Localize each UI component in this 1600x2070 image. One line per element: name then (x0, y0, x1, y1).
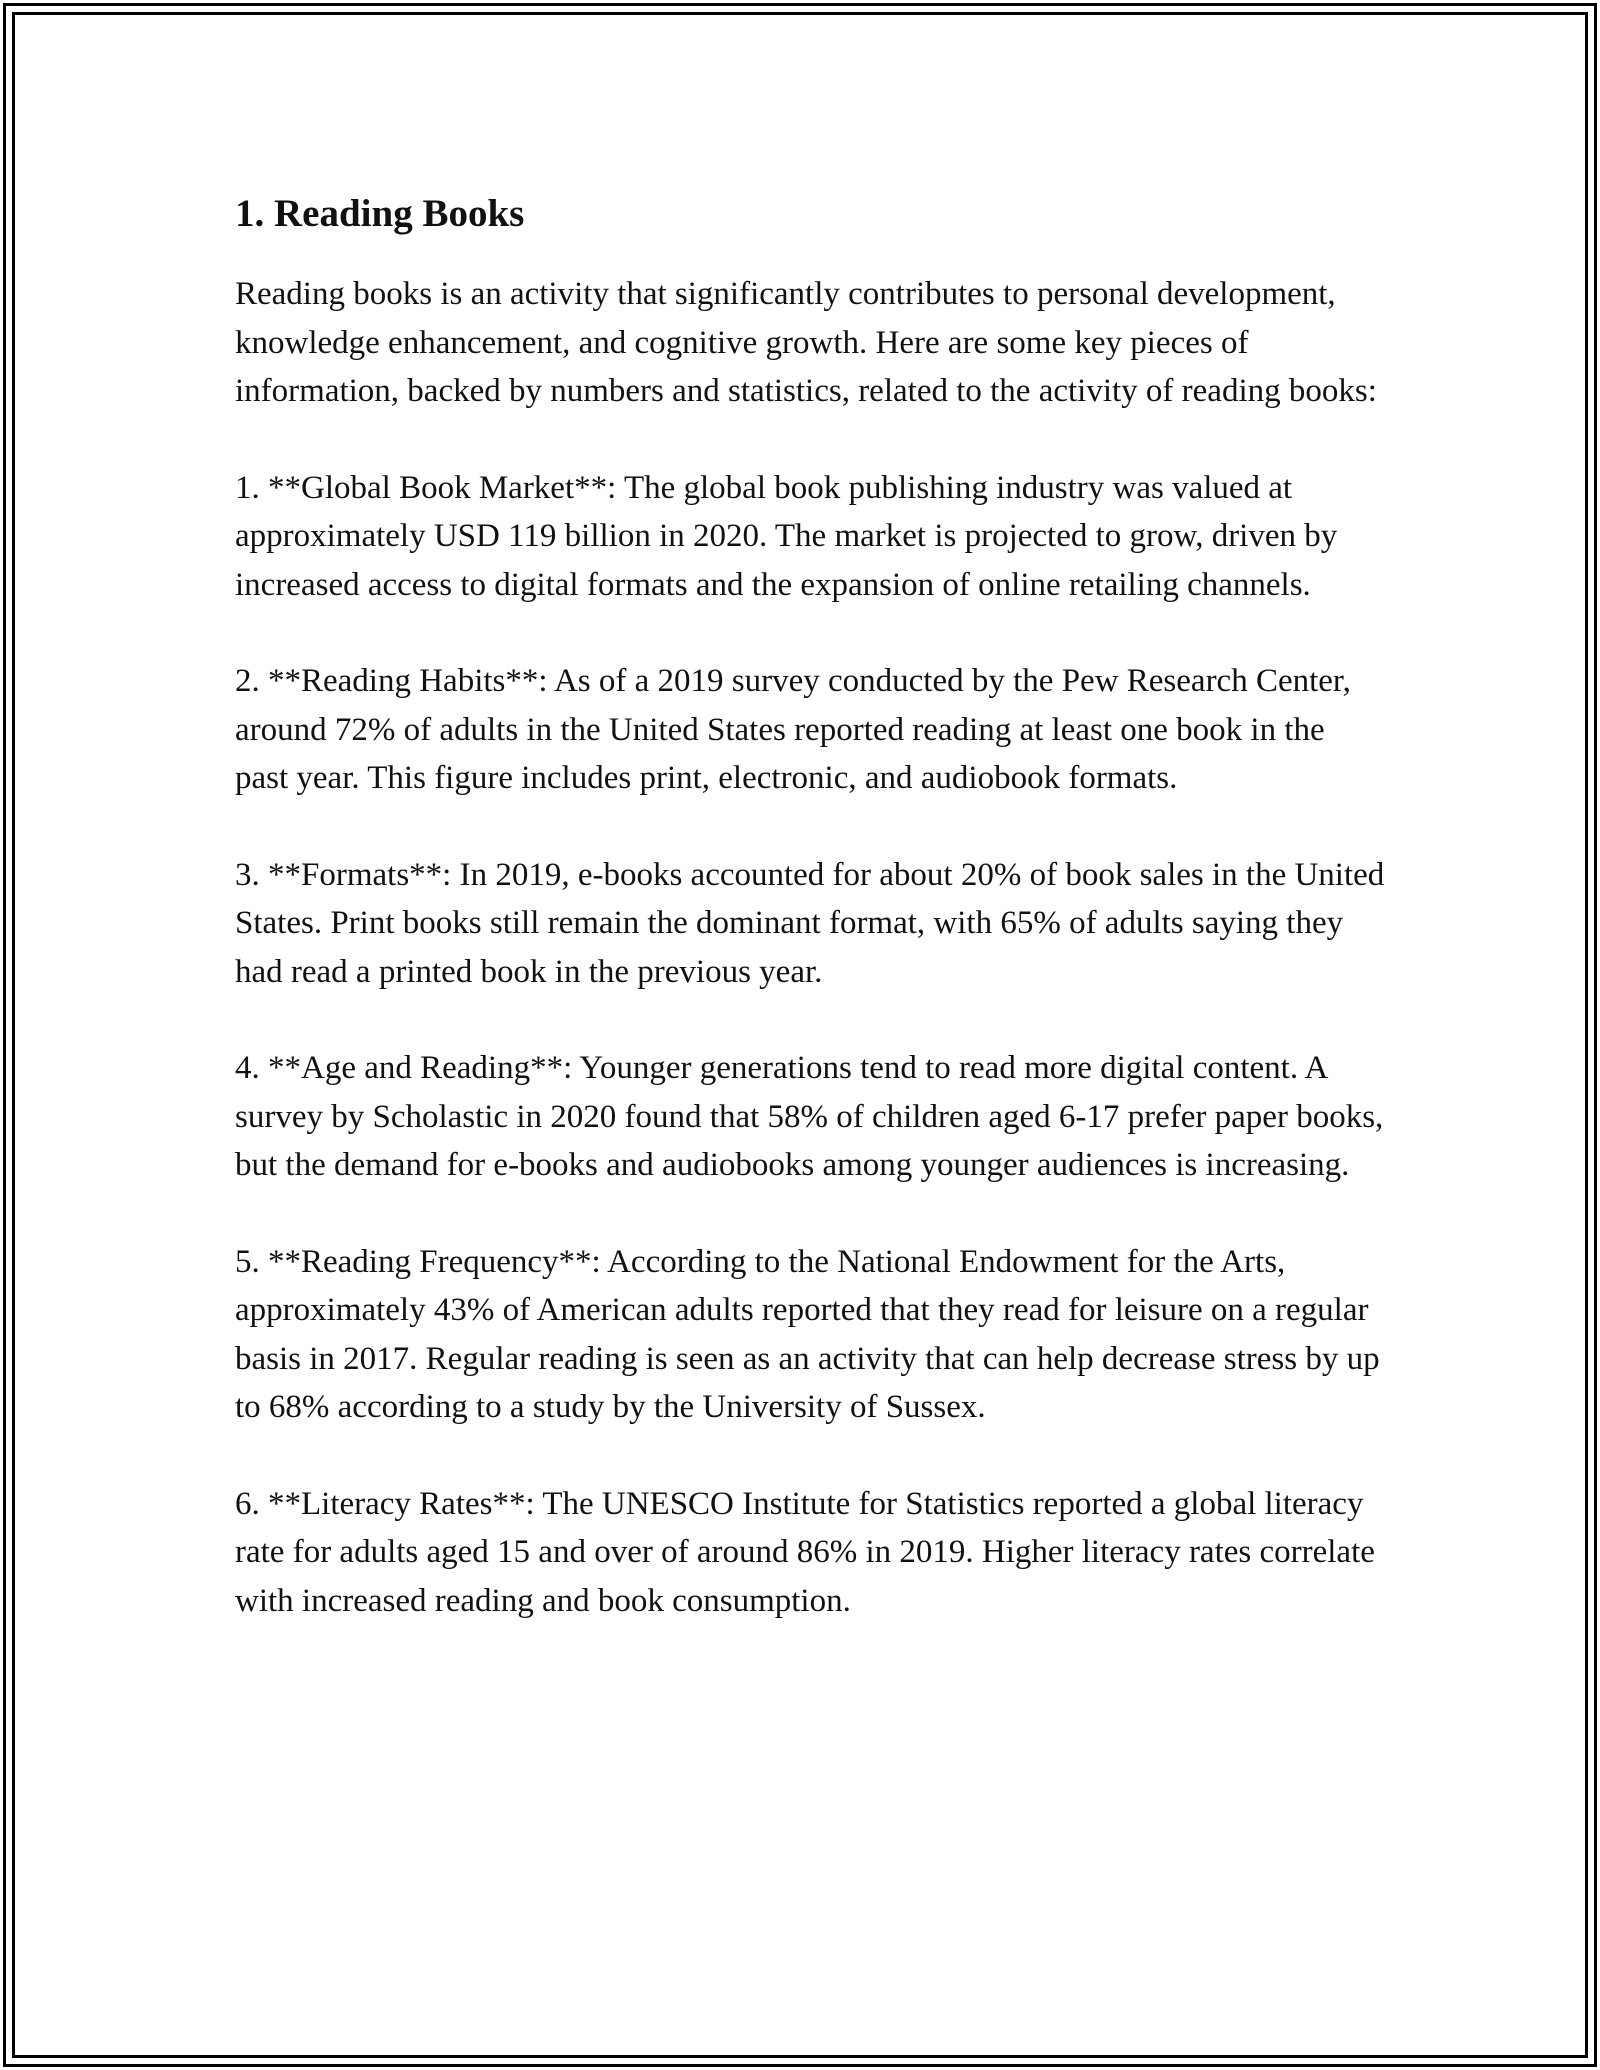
document-body (235, 182, 1385, 1673)
age-and-reading-paragraph: 4. **Age and Reading**: Younger generations tend to read more digital content. A survey by Scholastic in 2020 found that 58% of children aged 6-17 prefer paper books, but the demand for e-books and audiobooks among younger audiences is increasing. (235, 1050, 1384, 1183)
global-book-market-paragraph: 1. **Global Book Market**: The global book publishing industry was valued at approximately USD 119 billion in 2020. The market is projected to grow, driven by increased access to digital formats and the expansion of online retailing channels. (235, 469, 1338, 603)
reading-frequency-paragraph: 5. **Reading Frequency**: According to the National Endowment for the Arts, approximately 43% of American adults reported that they read for leisure on a regular basis in 2017. Regular reading is seen as an activity that can help decrease stress by up to 68% according to a study by the University of Sussex. (235, 1243, 1380, 1425)
intro-paragraph: Reading books is an activity that significantly contributes to personal development, knowledge enhancement, and cognitive growth. Here are some key pieces of information, backed by numbers and statistics, related to the activity of reading books: (235, 276, 1377, 409)
formats-paragraph: 3. **Formats**: In 2019, e-books accounted for about 20% of book sales in the United States. Print books still remain the dominant format, with 65% of adults saying they had read a printed book in the previous year. (235, 856, 1385, 990)
literacy-rates-paragraph: 6. **Literacy Rates**: The UNESCO Institute for Statistics reported a global literacy rate for adults aged 15 and over of around 86% in 2019. Higher literacy rates correlate with increased reading and book consumption. (235, 1485, 1375, 1619)
section-heading: 1. Reading Books (235, 192, 525, 235)
reading-habits-paragraph: 2. **Reading Habits**: As of a 2019 survey conducted by the Pew Research Center, around 72% of adults in the United States reported reading at least one book in the past year. This figure includes print, electronic, and audiobook formats. (235, 663, 1351, 796)
